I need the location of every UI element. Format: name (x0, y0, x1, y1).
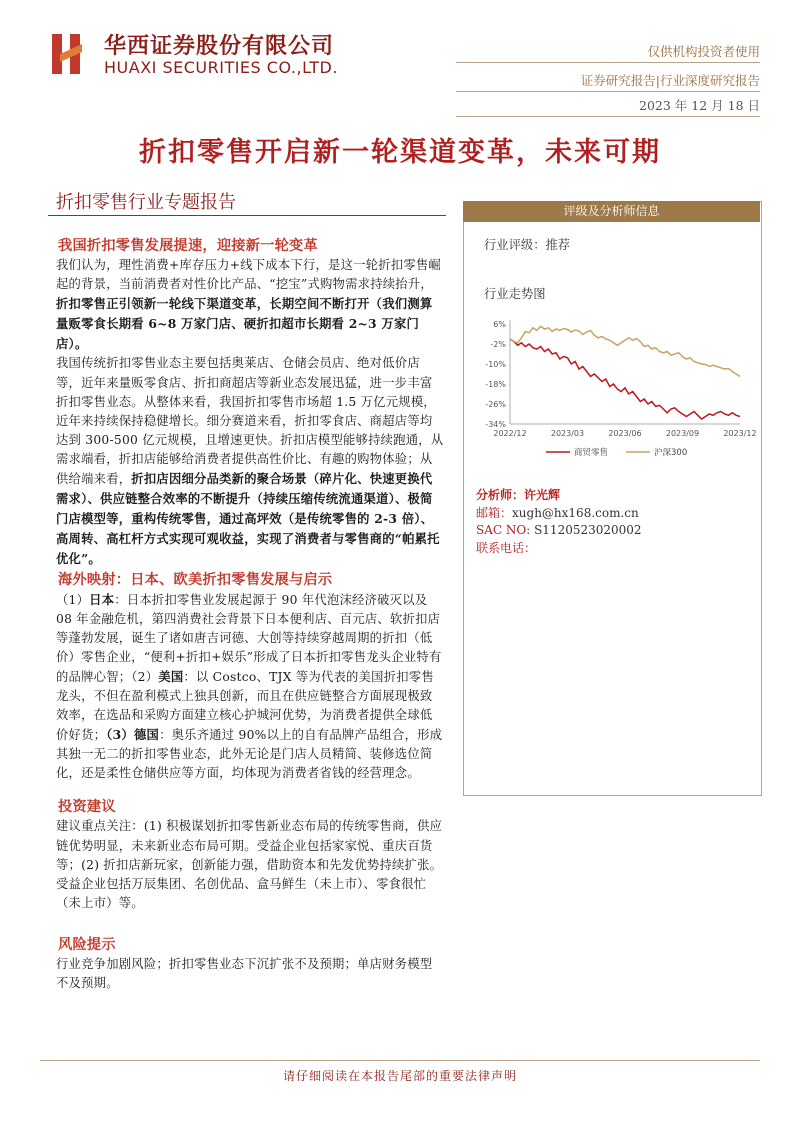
x-tick-label: 2023/06 (608, 429, 642, 438)
report-date: 2023 年 12 月 18 日 (639, 98, 760, 113)
huaxi-logo-icon (48, 30, 94, 76)
analyst-contact: 分析师：许光辉 邮箱：xugh@hx168.com.cn SAC NO: S1120523020002 联系电话： (476, 488, 642, 555)
x-tick-label: 2022/12 (493, 429, 527, 438)
legal-notice: 请仔细阅读在本报告尾部的重要法律声明 (282, 1069, 517, 1083)
trend-chart-label: 行业走势图 (484, 287, 546, 301)
paragraph: （1）日本：日本折扣零售业发展起源于 90 年代泡沫经济破灭以及 08 年金融危机，第四消费社会背景下日本便利店、百元店、软折扣店等蓬勃发展，诞生了诸如唐吉诃德、大创等持续穿越周期的折扣（低价）零售企业，“便利+折扣+娱乐”形成了日本折扣零售龙头企业特有的品牌心智；（2）美国：以 Costco、TJX 等为代表的美国折扣零售龙头，不但在盈利模式上独具创新，而且在供应链整合方面展现极致效率，在选品和采购方面建立核心护城河优势，为消费者提供全球低价好货；（3）德国：奥乐齐通过 90%以上的自有品牌产品组合，形成其独一无二的折扣零售业态，此外无论是门店人员精简、装修选位简化，还是柔性仓储供应等方面，均体现为消费者省钱的经营理念。 (56, 591, 443, 781)
y-tick-label: -2% (490, 340, 506, 349)
audience-note: 仅供机构投资者使用 (647, 44, 760, 59)
paragraph: 建议重点关注：(1) 积极谋划折扣零售新业态布局的传统零售商，供应链优势明显，未来新业态布局可期。受益企业包括家家悦、重庆百货等；(2) 折扣店新玩家，创新能力强，借助资本和先发优势持续扩张。受益企业包括万辰集团、名创优品、盒马鲜生（未上市）、零食很忙（未上市）等。 (56, 819, 443, 910)
section-heading: 海外映射：日本、欧美折扣零售发展与启示 (58, 571, 333, 588)
y-tick-label: -18% (485, 380, 506, 389)
footer-divider (40, 1060, 760, 1061)
header-divider (456, 62, 760, 63)
industry-rating: 行业评级：推荐 (484, 238, 571, 252)
y-tick-label: -34% (485, 420, 506, 429)
report-type: 证券研究报告|行业深度研究报告 (580, 73, 760, 88)
report-subtitle: 折扣零售行业专题报告 (56, 192, 236, 213)
paragraph: 我们认为，理性消费+库存压力+线下成本下行，是这一轮折扣零售崛起的背景，当前消费者对性价比产品、“挖宝”式购物需求持续抬升，折扣零售正引领新一轮线下渠道变革，长期空间不断打开（我们测算量贩零食长期看 6~8 万家门店、硬折扣超市长期看 2~3 万家门店）。 (56, 258, 441, 352)
report-body (56, 236, 444, 993)
y-tick-label: -10% (485, 360, 506, 369)
y-tick-label: 6% (493, 320, 506, 329)
x-tick-label: 2023/12 (723, 429, 757, 438)
section-heading: 风险提示 (58, 936, 116, 953)
subtitle-divider (48, 215, 446, 216)
x-tick-label: 2023/09 (665, 429, 700, 438)
header-divider (456, 116, 760, 117)
company-name-cn: 华西证券股份有限公司 (104, 34, 335, 59)
analyst-info-box-title: 评级及分析师信息 (463, 201, 760, 222)
paragraph: 我国传统折扣零售业态主要包括奥莱店、仓储会员店、绝对低价店等，近年来量贩零食店、折扣商超店等新业态发展迅猛，进一步丰富折扣零售业态。从整体来看，我国折扣零售市场超 1.5 万亿元规模，近年来持续保持稳健增长。细分赛道来看，折扣零食店、商超店等均达到 300-500 亿元规模，且增速更快。折扣店模型能够持续跑通，从需求端看，折扣店能够给消费者提供高性价比、有趣的购物体验；从供给端来看，折扣店因细分品类新的聚合场景（碎片化、快速更换代需求）、供应链整合效率的不断提升（持续压缩传统流通渠道）、极简门店模型等，重构传统零售，通过高坪效（是传统零售的 2-3 倍）、高周转、高杠杆方式实现可观收益，实现了消费者与零售商的“帕累托优化”。 (56, 356, 444, 567)
section-heading: 投资建议 (58, 799, 116, 816)
company-name-en: HUAXI SECURITIES CO.,LTD. (104, 58, 338, 77)
header-divider (456, 91, 760, 92)
report-title: 折扣零售开启新一轮渠道变革，未来可期 (139, 137, 661, 168)
paragraph: 行业竞争加剧风险；折扣零售业态下沉扩张不及预期；单店财务模型不及预期。 (56, 956, 433, 990)
series-line (510, 339, 740, 419)
legend-label: 沪深300 (654, 448, 688, 458)
section-heading: 我国折扣零售发展提速，迎接新一轮变革 (58, 238, 318, 254)
y-tick-label: -26% (485, 400, 506, 409)
x-tick-label: 2023/03 (550, 429, 585, 438)
industry-trend-chart (476, 312, 760, 462)
legend-label: 商贸零售 (574, 448, 609, 458)
